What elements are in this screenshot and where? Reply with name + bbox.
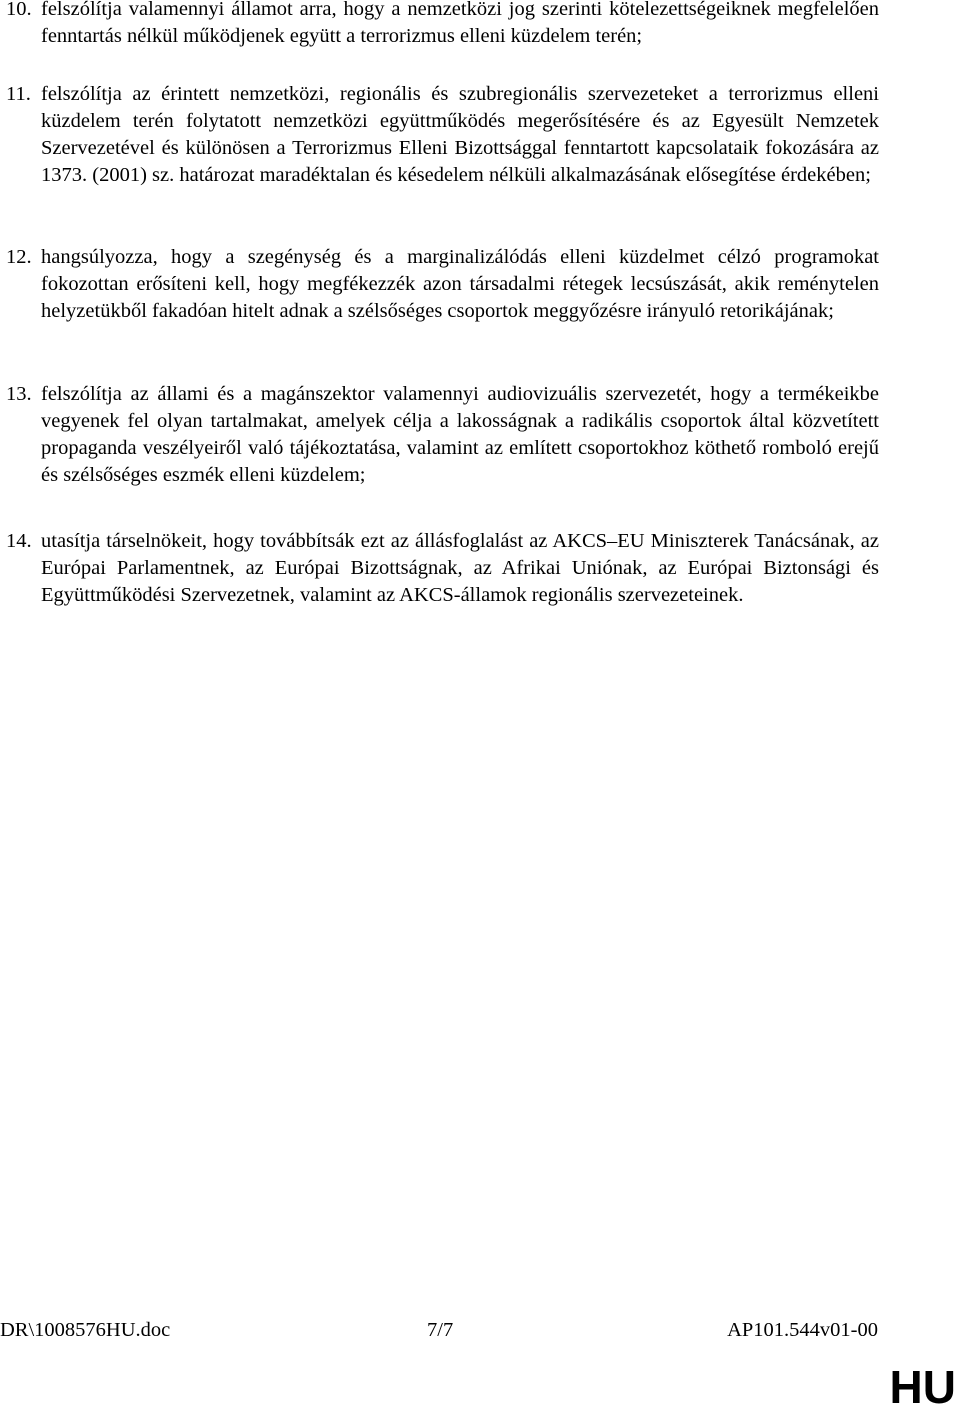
item-number: 10. — [6, 0, 32, 20]
item-text: hangsúlyozza, hogy a szegénység és a marginalizálódás elleni küzdelmet célzó programokat fokozottan erősíteni kell, hogy megfékezzék azon társadalmi rétegek lecsúszását, akik reménytelen helyzetükből fakadóan hitelt adnak a szélsőséges csoportok meggyőzésre irányuló retorikájának; — [41, 246, 879, 322]
item-text: felszólítja valamennyi államot arra, hogy a nemzetközi jog szerinti kötelezettségeiknek megfelelően fenntartás nélkül működjenek együtt a terrorizmus elleni küzdelem terén; — [41, 0, 879, 47]
language-code: HU — [889, 1361, 956, 1413]
item-number: 14. — [6, 530, 32, 552]
page-number: 7/7 — [427, 1319, 454, 1341]
item-text: felszólítja az érintett nemzetközi, regionális és szubregionális szervezeteket a terrorizmus elleni küzdelem terén folytatott nemzetközi együttműködés megerősítésére és az Egyesült Nemzetek Szervezetével és különösen a Terrorizmus Elleni Bizottsággal fenntartott kapcsolataik fokozására az 1373. (2001) sz. határozat maradéktalan és késedelem nélküli alkalmazásának elősegítése érdekében; — [41, 83, 879, 186]
item-text: felszólítja az állami és a magánszektor valamennyi audiovizuális szervezetét, hogy a termékeikbe vegyenek fel olyan tartalmakat, amelyek célja a lakosságnak a radikális csoportok által közvetített propaganda veszélyeiről való tájékoztatása, valamint az említett csoportokhoz köthető romboló erejű és szélsőséges eszmék elleni küzdelem; — [41, 383, 879, 486]
item-number: 12. — [6, 246, 32, 268]
document-reference: DR\1008576HU.doc — [0, 1319, 171, 1341]
item-number: 13. — [6, 383, 32, 405]
document-version: AP101.544v01-00 — [727, 1319, 878, 1341]
item-number: 11. — [6, 83, 31, 105]
item-text: utasítja társelnökeit, hogy továbbítsák ezt az állásfoglalást az AKCS–EU Miniszterek Tanácsának, az Európai Parlamentnek, az Európai Bizottságnak, az Afrikai Uniónak, az Európai Biztonsági és Együttműködési Szervezetnek, valamint az AKCS-államok regionális szervezeteinek. — [41, 530, 879, 606]
